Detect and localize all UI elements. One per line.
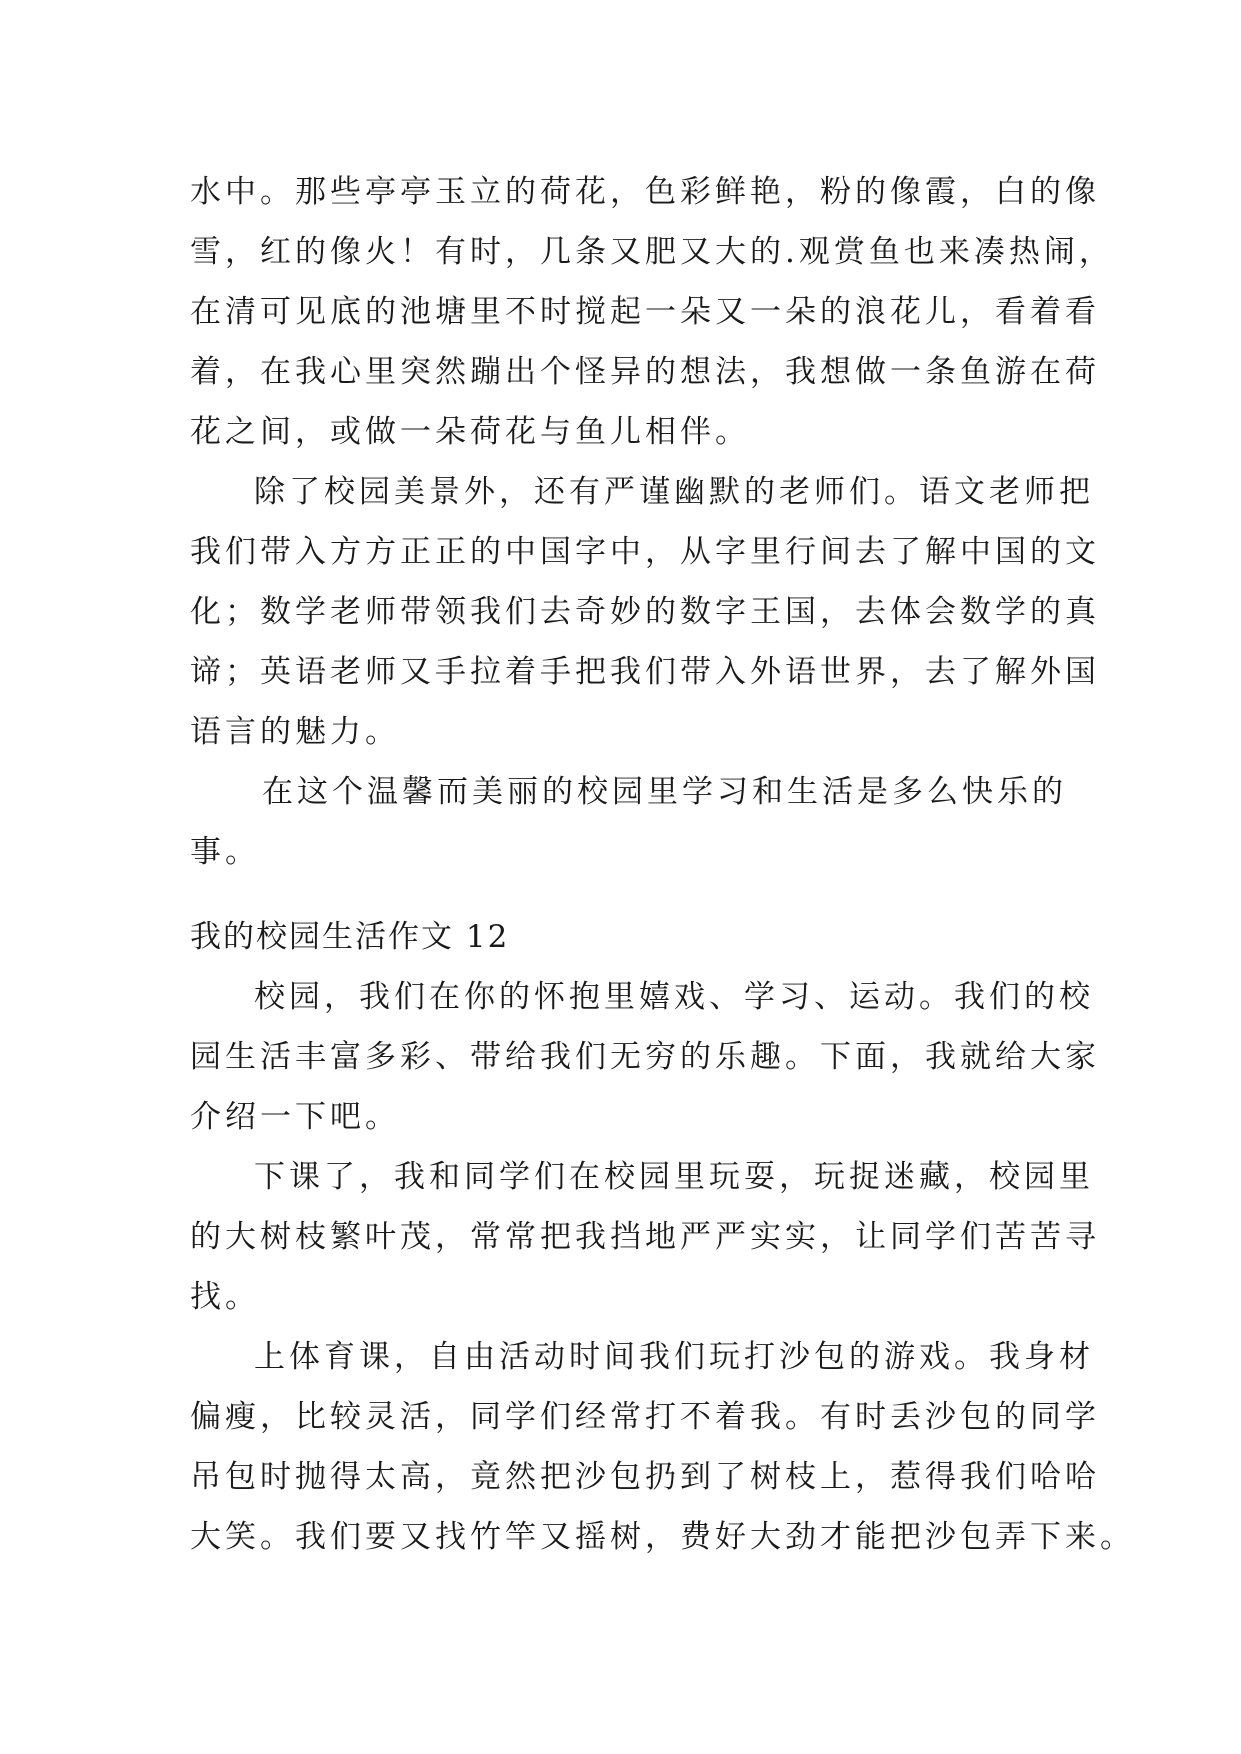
paragraph-line: 谛；英语老师又手拉着手把我们带入外语世界，去了解外国 xyxy=(190,654,1100,690)
essay-12 xyxy=(190,907,1135,1567)
essay-continuation xyxy=(190,162,1114,882)
paragraph-line: 化；数学老师带领我们去奇妙的数字王国，去体会数学的真 xyxy=(190,594,1100,630)
paragraph-line: 介绍一下吧。 xyxy=(190,1099,400,1135)
paragraph-line: 事。 xyxy=(190,834,260,870)
paragraph-line: 找。 xyxy=(190,1279,260,1315)
paragraph-line: 语言的魅力。 xyxy=(190,714,400,750)
paragraph-line: 园生活丰富多彩、带给我们无穷的乐趣。下面，我就给大家 xyxy=(190,1039,1100,1075)
paragraph-line: 校园，我们在你的怀抱里嬉戏、学习、运动。我们的校 xyxy=(254,979,1094,1015)
paragraph-line: 上体育课，自由活动时间我们玩打沙包的游戏。我身材 xyxy=(254,1339,1094,1375)
paragraph-line: 水中。那些亭亭玉立的荷花，色彩鲜艳，粉的像霞，白的像 xyxy=(190,174,1100,210)
paragraph-line: 着，在我心里突然蹦出个怪异的想法，我想做一条鱼游在荷 xyxy=(190,354,1100,390)
paragraph-line: 在这个温馨而美丽的校园里学习和生活是多么快乐的 xyxy=(262,774,1067,810)
paragraph-line: 的大树枝繁叶茂，常常把我挡地严严实实，让同学们苦苦寻 xyxy=(190,1219,1100,1255)
paragraph-line: 雪，红的像火！有时，几条又肥又大的.观赏鱼也来凑热闹， xyxy=(190,234,1114,270)
paragraph-line: 在清可见底的池塘里不时搅起一朵又一朵的浪花儿，看着看 xyxy=(190,294,1100,330)
paragraph-line: 吊包时抛得太高，竟然把沙包扔到了树枝上，惹得我们哈哈 xyxy=(190,1459,1100,1495)
paragraph-line: 除了校园美景外，还有严谨幽默的老师们。语文老师把 xyxy=(254,474,1094,510)
paragraph-line: 偏瘦，比较灵活，同学们经常打不着我。有时丢沙包的同学 xyxy=(190,1399,1100,1435)
paragraph-line: 大笑。我们要又找竹竿又摇树，费好大劲才能把沙包弄下来。 xyxy=(190,1519,1135,1555)
paragraph-line: 我们带入方方正正的中国字中，从字里行间去了解中国的文 xyxy=(190,534,1100,570)
paragraph-line: 花之间，或做一朵荷花与鱼儿相伴。 xyxy=(190,414,750,450)
essay-title: 我的校园生活作文 12 xyxy=(190,919,510,955)
paragraph-line: 下课了，我和同学们在校园里玩耍，玩捉迷藏，校园里 xyxy=(254,1159,1094,1195)
